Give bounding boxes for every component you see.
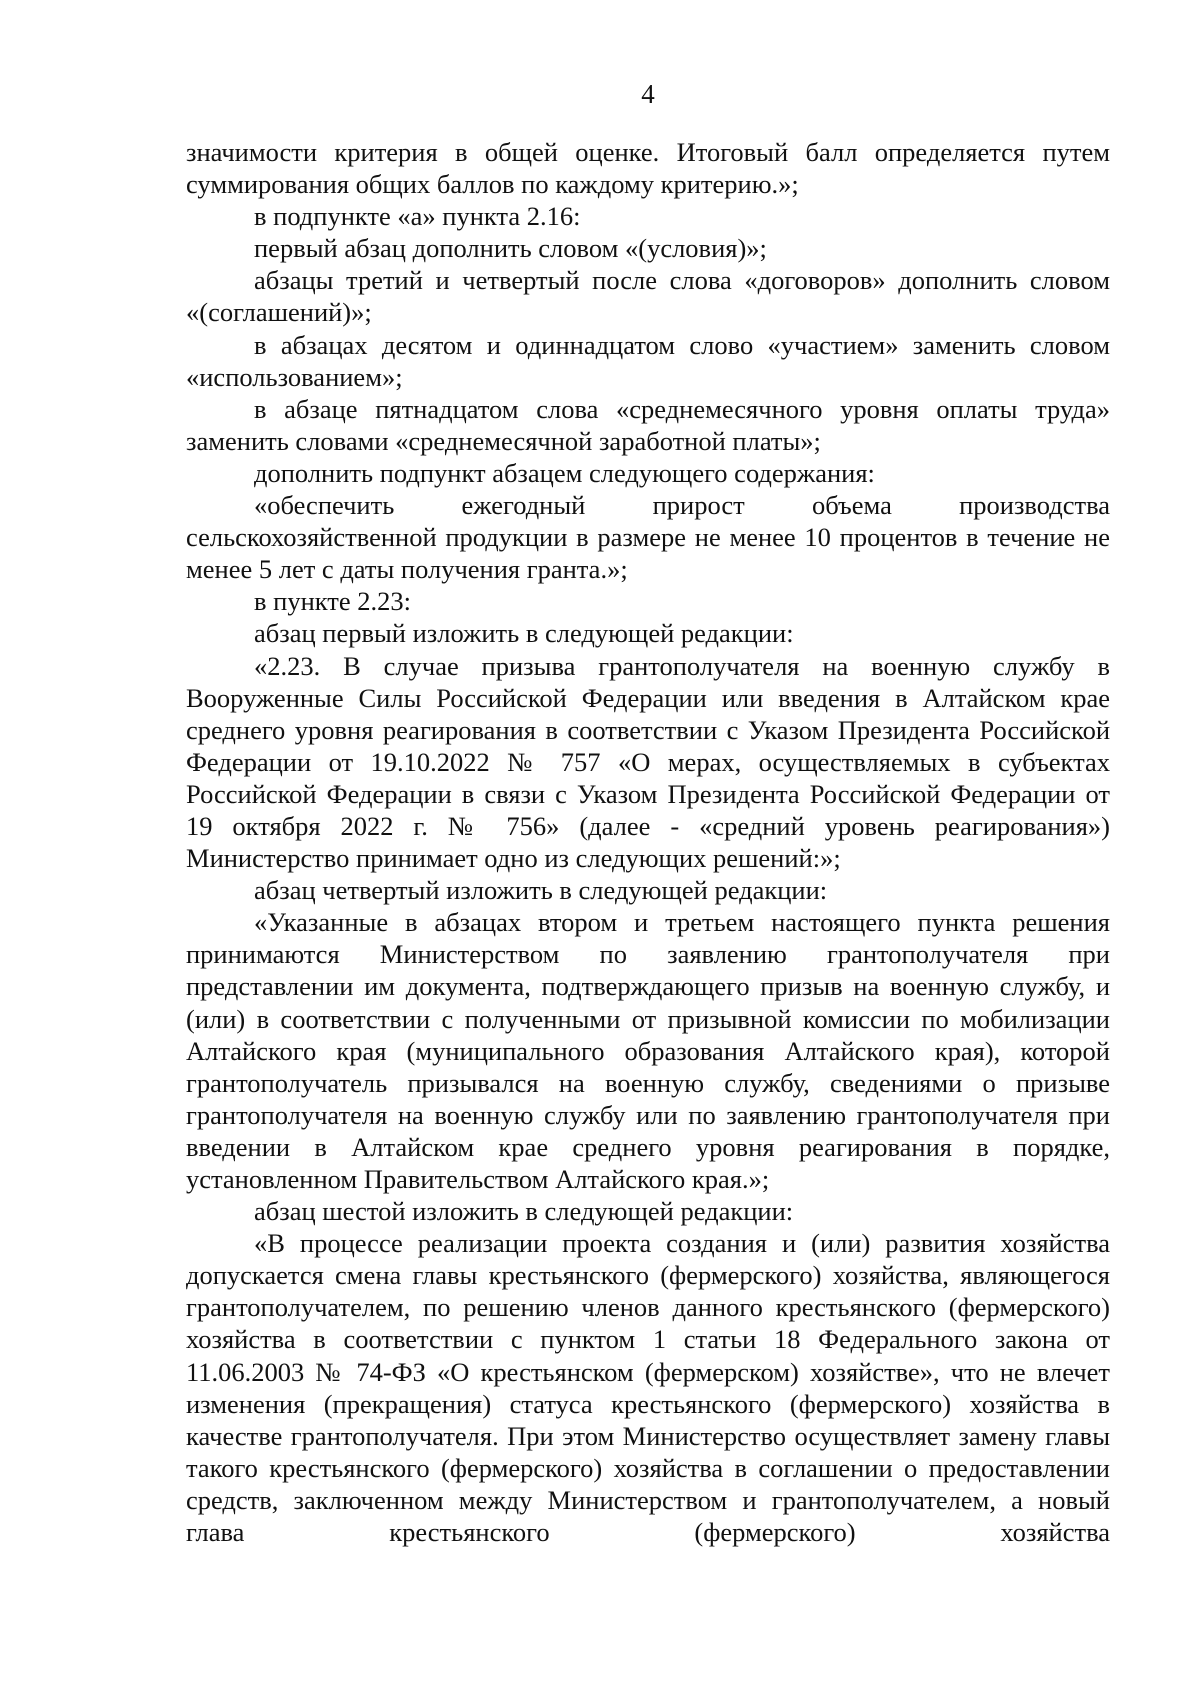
paragraph: в абзаце пятнадцатом слова «среднемесячного уровня оплаты труда» заменить словами «среднемесячной заработной платы»; [186,393,1110,456]
paragraph: в пункте 2.23: [254,586,411,617]
page-number: 4 [641,79,655,109]
paragraph: абзац шестой изложить в следующей редакции: [254,1196,794,1227]
paragraph: в абзацах десятом и одиннадцатом слово «участием» заменить словом «использованием»; [186,329,1110,392]
paragraph: «2.23. В случае призыва грантополучателя на военную службу в Вооруженные Силы Российской Федерации или введения в Алтайском крае среднего уровня реагирования в соответствии с Указом Президента Российской Федерации от 19.10.2022 № 757 «О мерах, осуществляемых в субъектах Российской Федерации в связи с Указом Президента Российской Федерации от 19 октября 2022 г. № 756» (далее - «средний уровень реагирования») Министерство принимает одно из следующих решений:»; [186,650,1110,874]
paragraph: абзацы третий и четвертый после слова «договоров» дополнить словом «(соглашений)»; [186,265,1110,328]
paragraph: абзац первый изложить в следующей редакции: [254,618,794,649]
paragraph: первый абзац дополнить словом «(условия)»; [254,233,767,264]
paragraph: абзац четвертый изложить в следующей редакции: [254,875,828,906]
paragraph: «В процессе реализации проекта создания и (или) развития хозяйства допускается смена главы крестьянского (фермерского) хозяйства, являющегося грантополучателем, по решению членов данного крестьянского (фермерского) хозяйства в соответствии с пунктом 1 статьи 18 Федерального закона от 11.06.2003 № 74-ФЗ «О крестьянском (фермерском) хозяйстве», что не влечет изменения (прекращения) статуса крестьянского (фермерского) хозяйства в качестве грантополучателя. При этом Министерство осуществляет замену главы такого крестьянского (фермерского) хозяйства в соглашении о предоставлении средств, заключенном между Министерством и грантополучателем, а новый глава крестьянского (фермерского) хозяйства [186,1228,1110,1548]
paragraph-continuation: значимости критерия в общей оценке. Итоговый балл определяется путем суммирования общих баллов по каждому критерию.»; [186,137,1110,200]
paragraph: дополнить подпункт абзацем следующего содержания: [254,457,875,488]
paragraph: «Указанные в абзацах втором и третьем настоящего пункта решения принимаются Министерством по заявлению грантополучателя при представлении им документа, подтверждающего призыв на военную службу, и (или) в соответствии с полученными от призывной комиссии по мобилизации Алтайского края (муниципального образования Алтайского края), которой грантополучатель призывался на военную службу, сведениями о призыве грантополучателя на военную службу или по заявлению грантополучателя при введении в Алтайском крае среднего уровня реагирования в порядке, установленном Правительством Алтайского края.»; [186,907,1110,1194]
document-body [186,136,1110,1548]
paragraph: в подпункте «а» пункта 2.16: [254,201,581,232]
paragraph: «обеспечить ежегодный прирост объема производства сельскохозяйственной продукции в размере не менее 10 процентов в течение не менее 5 лет с даты получения гранта.»; [186,490,1110,585]
